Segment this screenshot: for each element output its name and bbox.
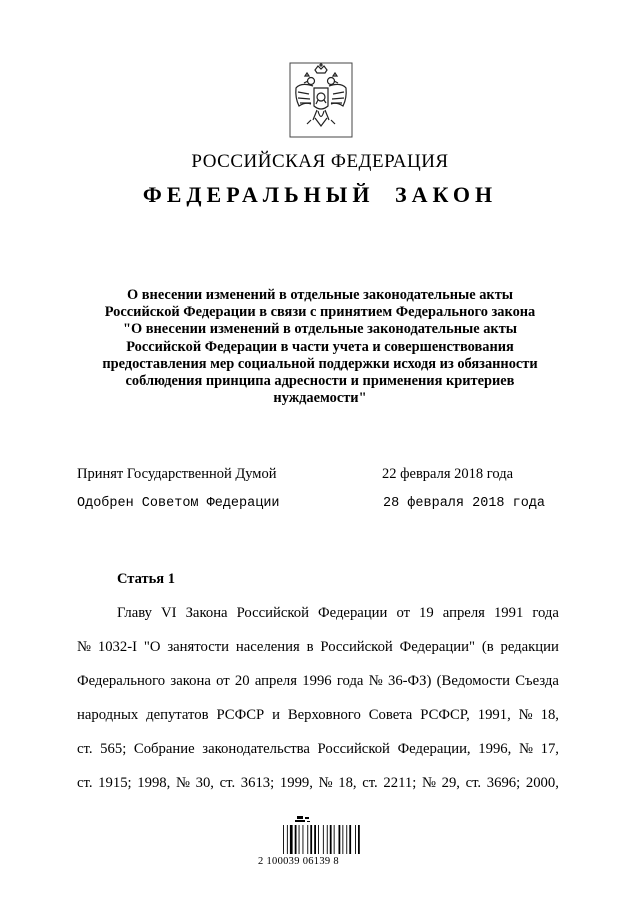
article-line: ст. 565; Собрание законодательства Российской Федерации, 1996, № 17, (77, 741, 559, 757)
law-title-line: предоставления мер социальной поддержки исходя из обязанности (102, 355, 538, 372)
council-approval-label: Одобрен Советом Федерации (77, 496, 280, 511)
article-heading: Статья 1 (117, 571, 175, 587)
article-line: Главу VI Закона Российской Федерации от 19 апреля 1991 года (117, 605, 559, 621)
law-title (90, 287, 550, 407)
duma-adoption-date: 22 февраля 2018 года (382, 466, 514, 482)
article-line: ст. 1915; 1998, № 30, ст. 3613; 1999, № 18, ст. 2211; № 29, ст. 3696; 2000, (77, 775, 559, 791)
article-line: Федерального закона от 20 апреля 1996 года № 36-ФЗ) (Ведомости Съезда (77, 673, 559, 689)
law-title-line: соблюдения принципа адресности и применения критериев (125, 373, 515, 390)
barcode-number: 2 100039 06139 8 (258, 856, 339, 867)
article-line: № 1032-I "О занятости населения в Российской Федерации" (в редакции (77, 639, 559, 655)
duma-adoption-label: Принят Государственной Думой (77, 466, 277, 482)
law-title-line: нуждаемости" (273, 390, 367, 407)
document-type: ФЕДЕРАЛЬНЫЙ ЗАКОН (142, 182, 498, 207)
law-title-line: О внесении изменений в отдельные законодательные акты (126, 287, 514, 303)
council-approval-date: 28 февраля 2018 года (383, 496, 546, 511)
article-body (77, 596, 559, 800)
law-title-line: "О внесении изменений в отдельные законодательные акты (122, 321, 518, 338)
coat-of-arms-emblem (289, 62, 353, 138)
barcode (283, 816, 363, 854)
article-line: народных депутатов РСФСР и Верховного Совета РСФСР, 1991, № 18, (77, 707, 559, 723)
law-title-line: Российской Федерации в части учета и совершенствования (126, 338, 514, 355)
law-title-line: Российской Федерации в связи с принятием Федерального закона (104, 304, 536, 321)
country-name: РОССИЙСКАЯ ФЕДЕРАЦИЯ (191, 151, 449, 172)
